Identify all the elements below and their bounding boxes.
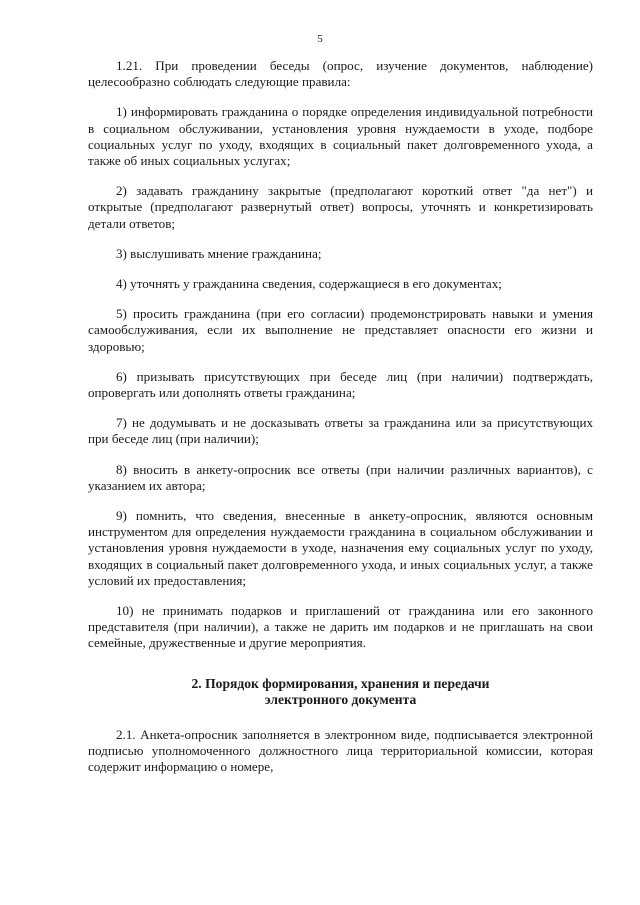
rule-2-paragraph: 2) задавать гражданину закрытые (предполагают короткий ответ "да нет") и открытые (предполагают развернутый ответ) вопросы, уточнять и конкретизировать детали ответов; <box>88 183 593 231</box>
rule-5-paragraph: 5) просить гражданина (при его согласии) продемонстрировать навыки и умения самообслуживания, если их выполнение не представляет опасности его жизни и здоровью; <box>88 306 593 354</box>
rule-10-paragraph: 10) не принимать подарков и приглашений от гражданина или его законного представителя (при наличии), а также не дарить им подарков и не приглашать на свои семейные, дружественные и другие мероприятия. <box>88 603 593 651</box>
paragraph-2-1: 2.1. Анкета-опросник заполняется в электронном виде, подписывается электронной подписью уполномоченного должностного лица территориальной комиссии, которая содержит информацию о номере, <box>88 726 593 775</box>
rule-4-paragraph: 4) уточнять у гражданина сведения, содержащиеся в его документах; <box>116 276 502 292</box>
rule-1-paragraph: 1) информировать гражданина о порядке определения индивидуальной потребности в социальном обслуживании, установления уровня нуждаемости в уходе, подборе социальных услуг по уходу, входящих в социальный пакет долговременного ухода, а также об иных социальных услугах; <box>88 104 593 169</box>
rule-7-paragraph: 7) не додумывать и не досказывать ответы за гражданина или за присутствующих при беседе лиц (при наличии); <box>88 415 593 447</box>
rule-9-paragraph: 9) помнить, что сведения, внесенные в анкету-опросник, являются основным инструментом для определения нуждаемости гражданина в социальном обслуживании и установления уровня нуждаемости в уходе, назначения ему социальных услуг по уходу, входящих в социальный пакет долговременного ухода, и иных социальных услуг, а также условий их предоставления; <box>88 508 593 588</box>
document-body <box>88 58 593 775</box>
rule-8-paragraph: 8) вносить в анкету-опросник все ответы (при наличии различных вариантов), с указанием их автора; <box>88 461 593 493</box>
paragraph-1-21: 1.21. При проведении беседы (опрос, изучение документов, наблюдение) целесообразно соблюдать следующие правила: <box>88 58 593 90</box>
section-2-heading: 2. Порядок формирования, хранения и передачи электронного документа <box>191 675 490 708</box>
rule-6-paragraph: 6) призывать присутствующих при беседе лиц (при наличии) подтверждать, опровергать или дополнять ответы гражданина; <box>88 368 593 401</box>
page-number: 5 <box>317 33 323 45</box>
rule-3-paragraph: 3) выслушивать мнение гражданина; <box>116 245 322 261</box>
